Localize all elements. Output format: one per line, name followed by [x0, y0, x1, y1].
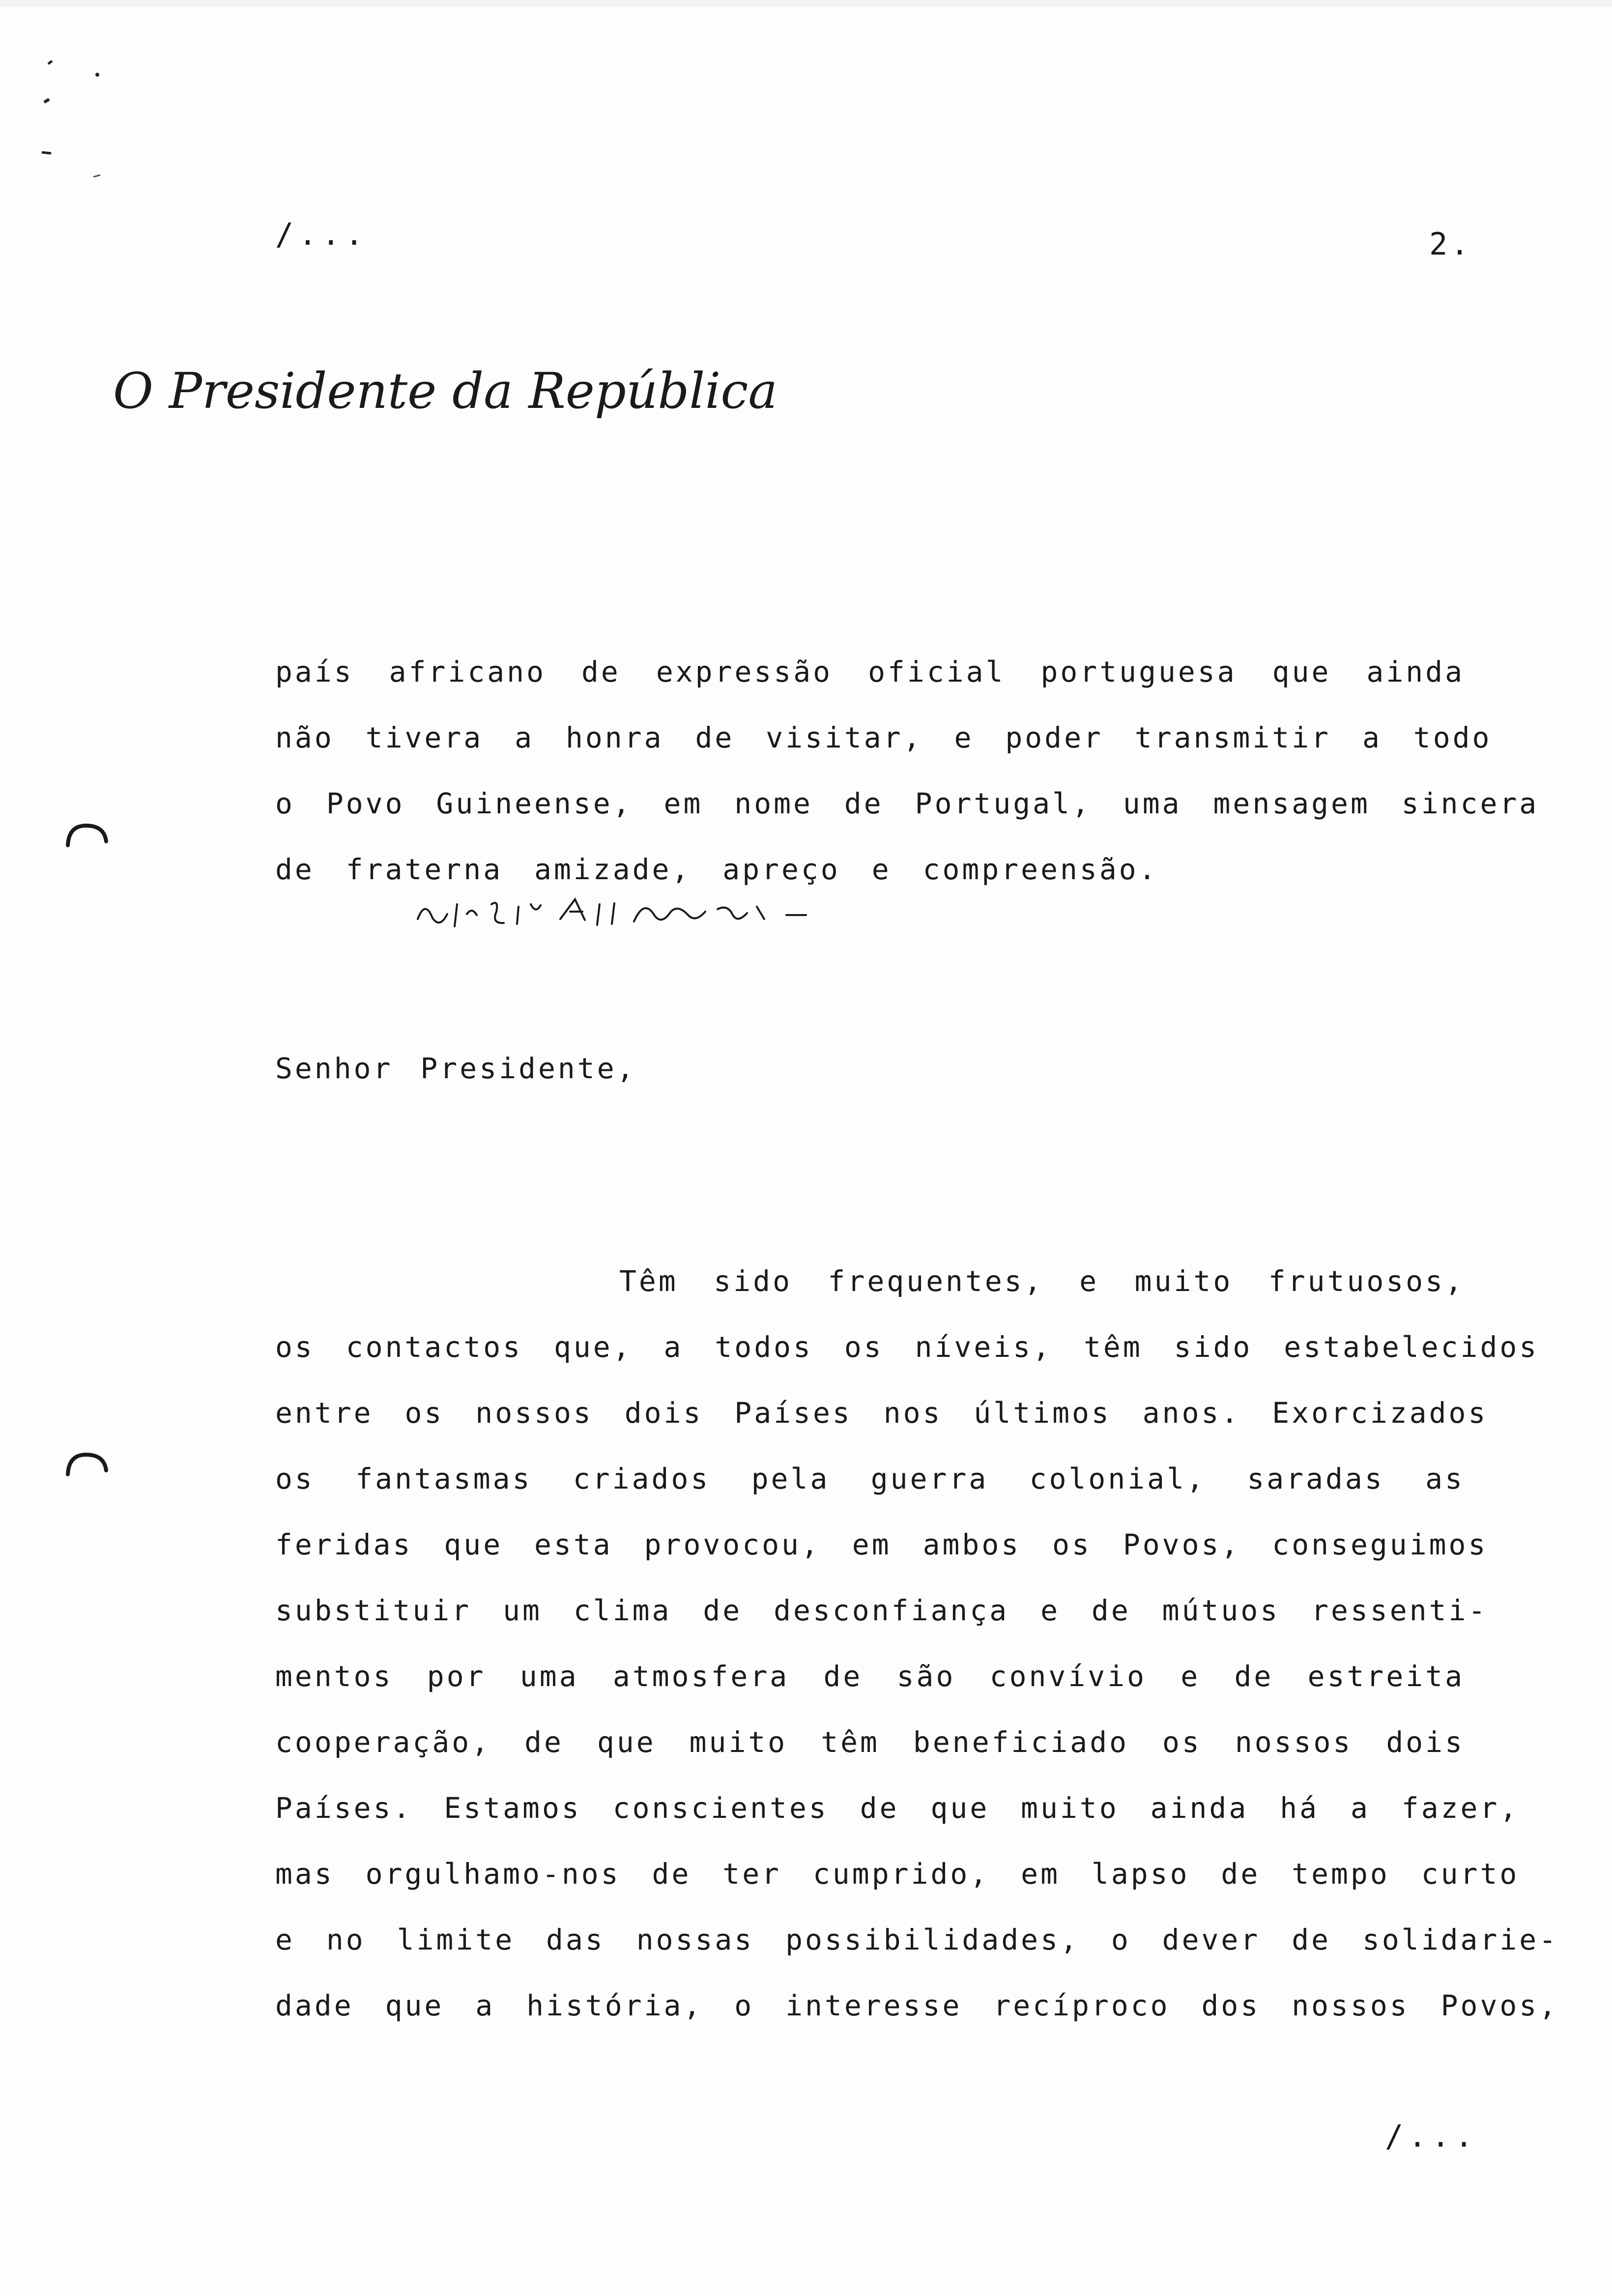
continuation-marker-top: /... — [275, 216, 369, 252]
scan-edge-strip — [0, 0, 1612, 14]
paragraph-2-line: mas orgulhamo-nos de ter cumprido, em lapso de tempo curto — [275, 1857, 1520, 1891]
paragraph-2-line: feridas que esta provocou, em ambos os Povos, conseguimos — [275, 1528, 1488, 1561]
paragraph-2-line: Têm sido frequentes, e muito frutuosos, — [619, 1264, 1465, 1298]
paragraph-1-line: de fraterna amizade, apreço e compreensão. — [275, 853, 1158, 886]
page-number: 2. — [1429, 226, 1472, 262]
letterhead-text: O Presidente da República — [113, 362, 778, 420]
paragraph-2-line: e no limite das nossas possibilidades, o dever de solidarie- — [275, 1923, 1559, 1956]
paragraph-2 — [275, 1248, 1559, 2038]
paragraph-2-line: entre os nossos dois Países nos últimos anos. Exorcizados — [275, 1396, 1488, 1430]
paragraph-1 — [275, 639, 1539, 902]
salutation: Senhor Presidente, — [275, 1052, 636, 1085]
paragraph-2-line: os contactos que, a todos os níveis, têm sido estabelecidos — [275, 1330, 1539, 1364]
paragraph-2-line: substituir um clima de desconfiança e de mútuos ressenti- — [275, 1594, 1488, 1627]
continuation-marker-bottom: /... — [1385, 2118, 1478, 2154]
scan-artifact-marks — [39, 54, 128, 182]
paragraph-2-line: os fantasmas criados pela guerra colonial, saradas as — [275, 1462, 1465, 1495]
paragraph-1-line: país africano de expressão oficial portuguesa que ainda — [275, 655, 1465, 689]
paragraph-2-line: Países. Estamos conscientes de que muito ainda há a fazer, — [275, 1791, 1520, 1825]
paragraph-2-line: dade que a história, o interesse recíproco dos nossos Povos, — [275, 1989, 1559, 2022]
punch-hole-mark — [59, 1450, 113, 1479]
paragraph-2-line: cooperação, de que muito têm beneficiado os nossos dois — [275, 1725, 1465, 1759]
annotation-text: Bo.} º ]ᶜ ᶜ A ' Almeida — [413, 934, 440, 937]
punch-hole-mark — [59, 821, 113, 850]
paragraph-2-line: mentos por uma atmosfera de são convívio e de estreita — [275, 1660, 1465, 1693]
paragraph-1-line: o Povo Guineense, em nome de Portugal, uma mensagem sincera — [275, 787, 1539, 820]
presidential-letterhead-script — [108, 351, 778, 440]
handwritten-annotation — [413, 885, 816, 939]
paragraph-1-line: não tivera a honra de visitar, e poder transmitir a todo — [275, 721, 1492, 754]
